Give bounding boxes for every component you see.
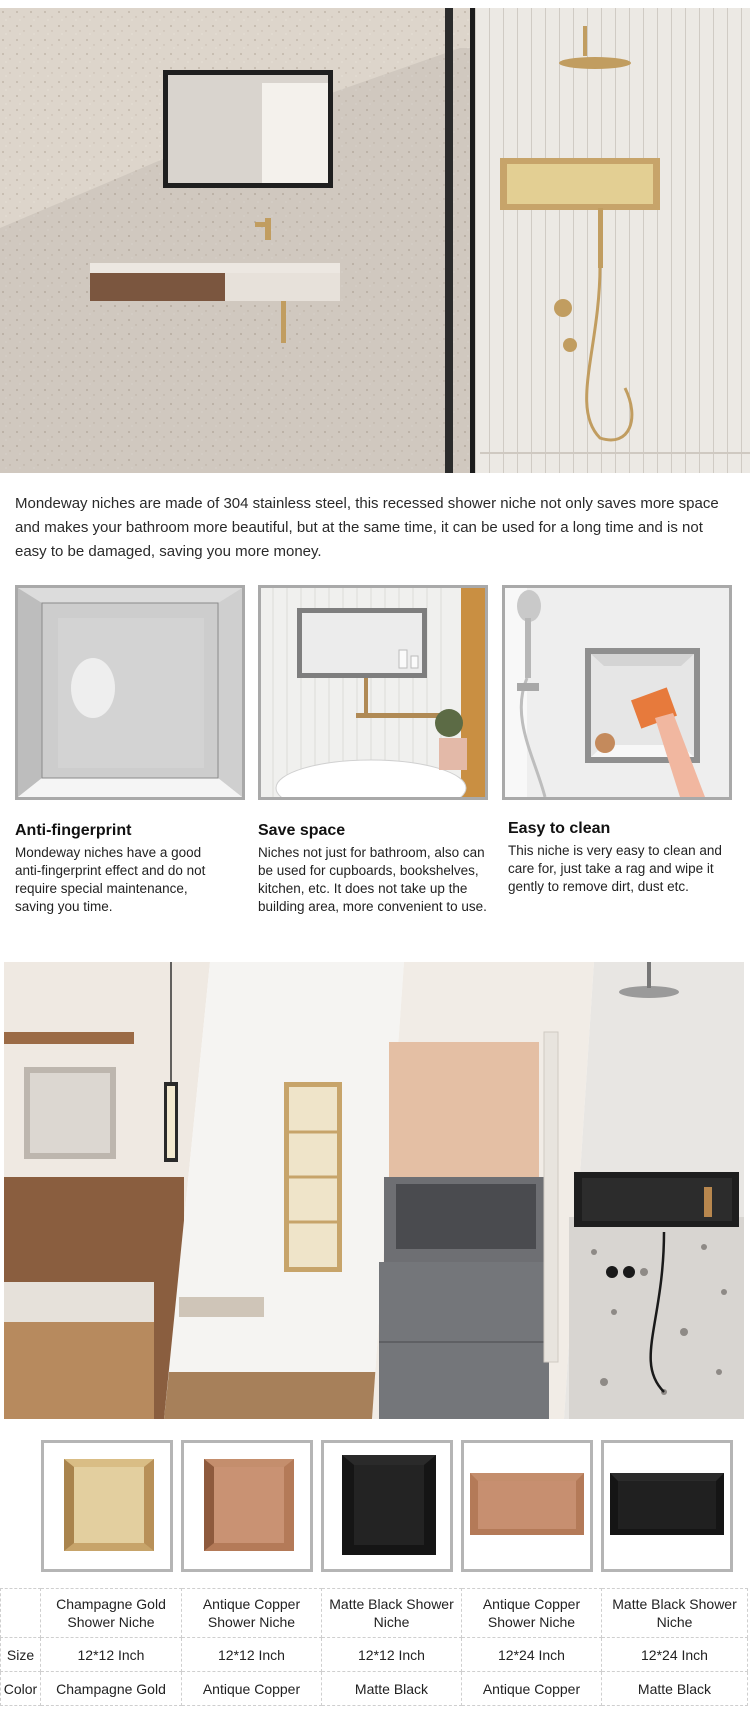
intro-text: Mondeway niches are made of 304 stainless steel, this recessed shower niche not only saves more space and makes your bathroom more beautiful, but at the same time, it can be used for a long time and is not easy to be damaged, saving you more money. xyxy=(15,495,719,560)
spec-table xyxy=(0,1588,748,1706)
product-name-cell: Champagne Gold Shower Niche xyxy=(41,1589,182,1638)
feature-title-anti-fingerprint: Anti-fingerprint xyxy=(15,822,132,839)
row-label-color: Color xyxy=(1,1672,41,1706)
anti-fingerprint-image xyxy=(15,585,245,800)
feature-title-save-space: Save space xyxy=(258,822,346,839)
feature-text-easy-clean: This niche is very easy to clean and care for, just take a rag and wipe it gently to remove dirt, dust etc. xyxy=(508,843,722,894)
color-cell: Antique Copper xyxy=(462,1672,602,1706)
size-cell: 12*24 Inch xyxy=(462,1638,602,1672)
size-cell: 12*12 Inch xyxy=(41,1638,182,1672)
hero-bathroom-image xyxy=(0,8,750,473)
color-cell: Matte Black xyxy=(602,1672,748,1706)
feature-text-save-space: Niches not just for bathroom, also can be used for cupboards, bookshelves, kitchen, etc. It does not take up the building area, more convenient to use. xyxy=(258,845,487,914)
size-cell: 12*12 Inch xyxy=(322,1638,462,1672)
product-image-matte-black-12x12 xyxy=(321,1440,453,1572)
size-cell: 12*24 Inch xyxy=(602,1638,748,1672)
color-cell: Matte Black xyxy=(322,1672,462,1706)
lifestyle-collage-image xyxy=(4,962,744,1419)
product-image-antique-copper-12x12 xyxy=(181,1440,313,1572)
product-name-cell: Antique Copper Shower Niche xyxy=(462,1589,602,1638)
product-image-matte-black-12x24 xyxy=(601,1440,733,1572)
table-row-color xyxy=(1,1672,748,1706)
easy-clean-image xyxy=(502,585,732,800)
product-image-antique-copper-12x24 xyxy=(461,1440,593,1572)
table-corner-cell xyxy=(1,1589,41,1638)
save-space-image xyxy=(258,585,488,800)
product-name-cell: Matte Black Shower Niche xyxy=(322,1589,462,1638)
product-image-champagne-gold-12x12 xyxy=(41,1440,173,1572)
table-row-size xyxy=(1,1638,748,1672)
product-name-cell: Matte Black Shower Niche xyxy=(602,1589,748,1638)
feature-title-easy-clean: Easy to clean xyxy=(508,820,611,837)
table-header-row xyxy=(1,1589,748,1638)
color-cell: Antique Copper xyxy=(182,1672,322,1706)
color-cell: Champagne Gold xyxy=(41,1672,182,1706)
product-name-cell: Antique Copper Shower Niche xyxy=(182,1589,322,1638)
size-cell: 12*12 Inch xyxy=(182,1638,322,1672)
feature-text-anti-fingerprint: Mondeway niches have a good anti-fingerprint effect and do not require special maintenance, saving you time. xyxy=(15,845,206,914)
row-label-size: Size xyxy=(1,1638,41,1672)
